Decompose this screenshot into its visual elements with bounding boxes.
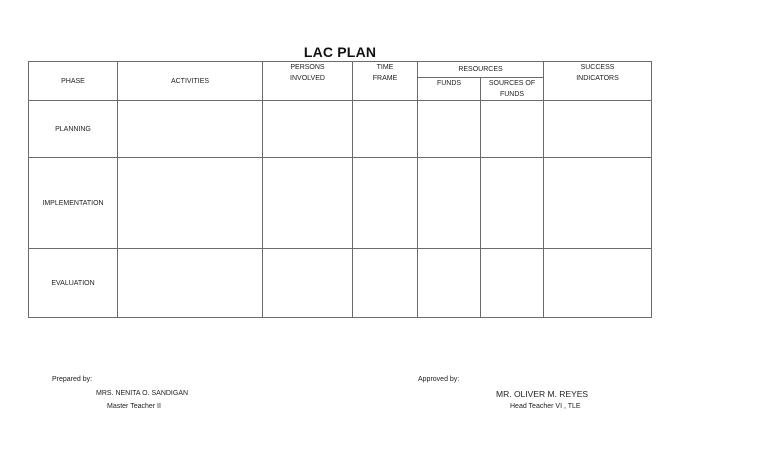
header-phase: PHASE xyxy=(29,62,118,101)
header-activities: ACTIVITIES xyxy=(118,62,263,101)
lac-plan-table xyxy=(28,61,652,318)
persons-involved-cell xyxy=(263,101,353,158)
sources-of-funds-cell xyxy=(481,101,544,158)
time-frame-cell xyxy=(353,249,418,318)
table-row xyxy=(29,101,652,158)
header-sources-of-funds: SOURCES OF FUNDS xyxy=(481,78,544,101)
funds-cell xyxy=(418,101,481,158)
header-funds: FUNDS xyxy=(418,78,481,101)
approved-by-label: Approved by: xyxy=(418,376,460,383)
page-title: LAC PLAN xyxy=(303,44,377,60)
table-row xyxy=(29,249,652,318)
persons-involved-cell xyxy=(263,249,353,318)
header-persons-involved: PERSONS INVOLVED xyxy=(263,62,353,101)
header-success-indicators: SUCCESS INDICATORS xyxy=(544,62,652,101)
phase-implementation: IMPLEMENTATION xyxy=(29,158,118,249)
phase-planning: PLANNING xyxy=(29,101,118,158)
time-frame-cell xyxy=(353,158,418,249)
time-frame-cell xyxy=(353,101,418,158)
success-indicators-cell xyxy=(544,101,652,158)
success-indicators-cell xyxy=(544,249,652,318)
success-indicators-cell xyxy=(544,158,652,249)
sources-of-funds-cell xyxy=(481,249,544,318)
table-row xyxy=(29,158,652,249)
phase-evaluation: EVALUATION xyxy=(29,249,118,318)
activities-cell xyxy=(118,101,263,158)
persons-involved-cell xyxy=(263,158,353,249)
funds-cell xyxy=(418,249,481,318)
activities-cell xyxy=(118,158,263,249)
approved-by-name: MR. OLIVER M. REYES xyxy=(496,389,589,399)
approved-by-position: Head Teacher VI , TLE xyxy=(510,403,581,410)
prepared-by-name: MRS. NENITA O. SANDIGAN xyxy=(96,390,189,397)
prepared-by-label: Prepared by: xyxy=(52,376,93,383)
activities-cell xyxy=(118,249,263,318)
header-resources: RESOURCES xyxy=(418,62,544,78)
prepared-by-position: Master Teacher II xyxy=(107,403,161,410)
header-time-frame: TIME FRAME xyxy=(353,62,418,101)
sources-of-funds-cell xyxy=(481,158,544,249)
funds-cell xyxy=(418,158,481,249)
